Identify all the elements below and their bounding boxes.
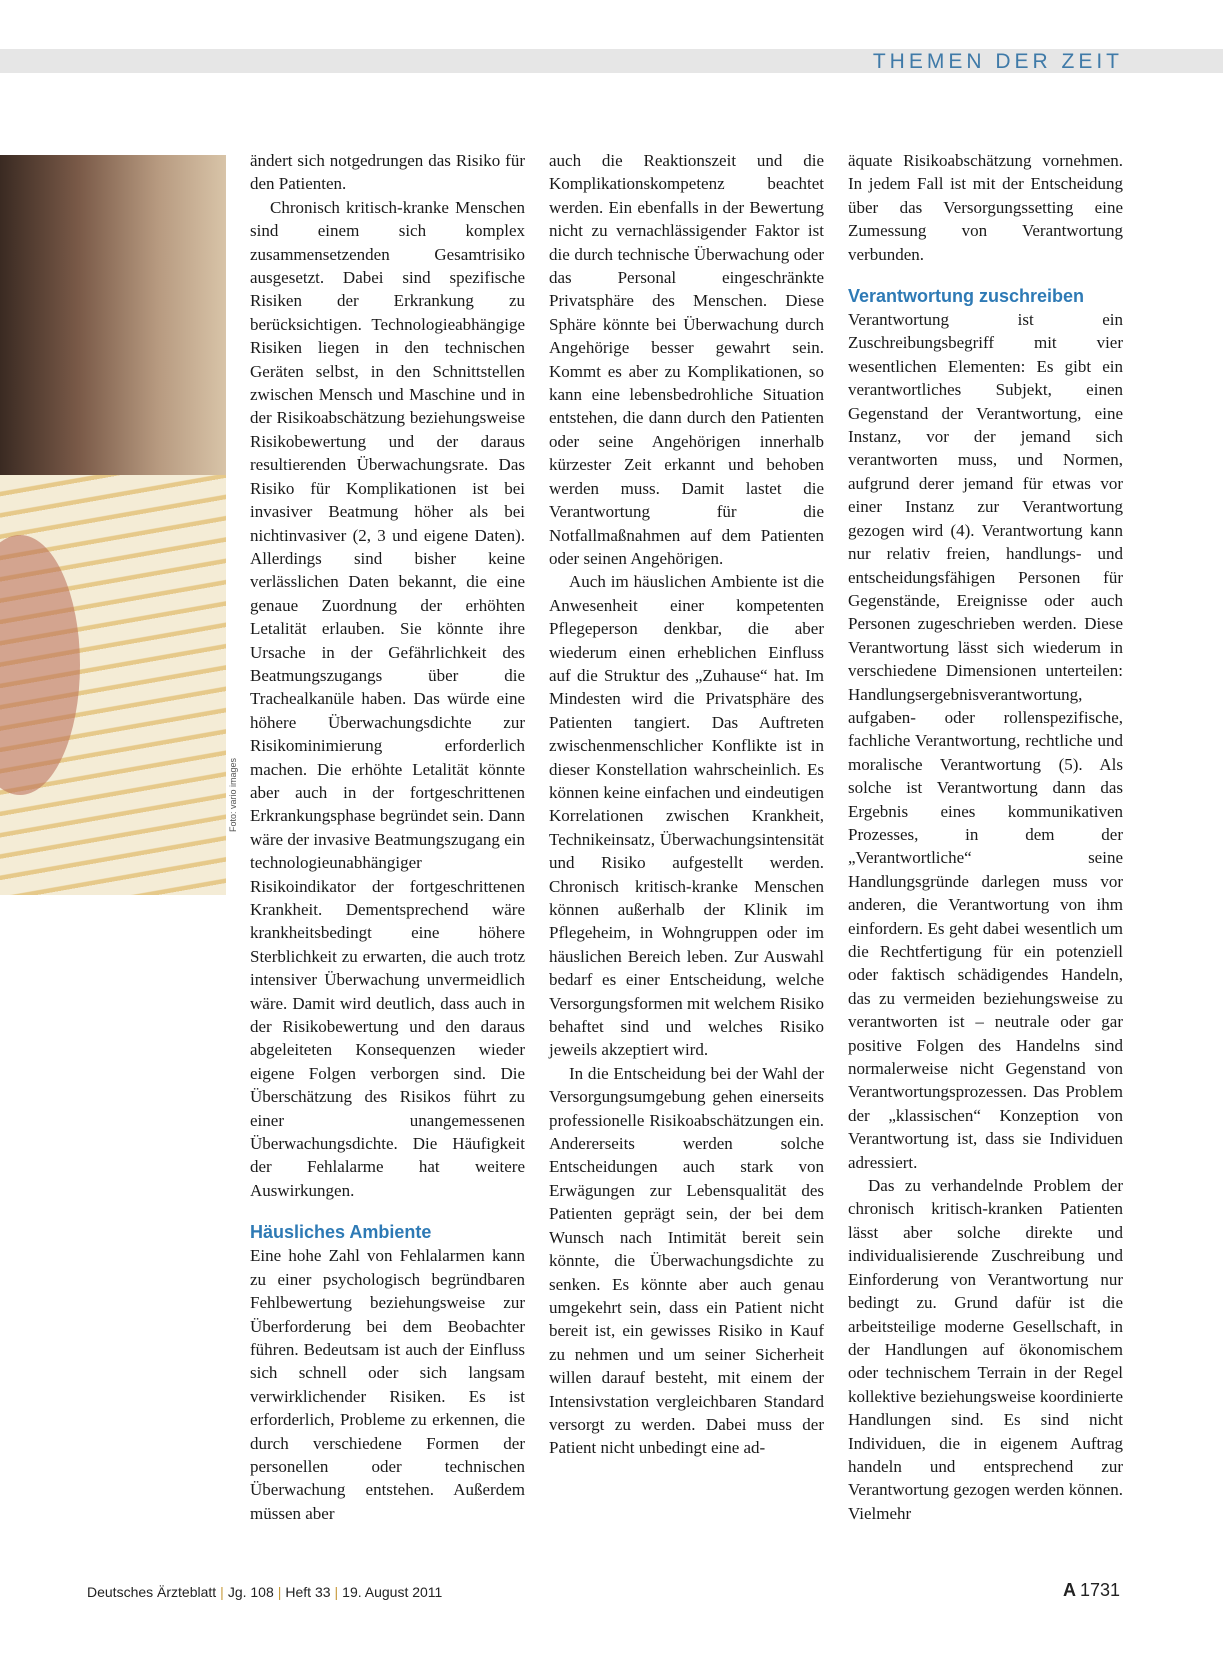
page-number-value: 1731 <box>1079 1580 1120 1600</box>
paragraph: Auch im häuslichen Ambiente ist die Anwesenheit einer kompetenten Pflegeperson denkbar, die aber wiederum einen erheblichen Einfluss auf die Struktur des „Zuhause“ hat. Im Mindesten wird die Privatsphäre des Patienten tangiert. Das Auftreten zwischenmenschlicher Konflikte ist in dieser Konstellation wahrscheinlich. Es können keine einfachen und eindeutigen Korrelationen zwischen Krankheit, Technikeinsatz, Überwachungsintensität und Risiko aufgestellt werden. Chronisch kritisch-kranke Menschen können außerhalb der Klinik im Pflegeheim, in Wohngruppen oder im häuslichen Bereich leben. Zur Auswahl bedarf es einer Entscheidung, welche Versorgungsformen mit welchem Risiko behaftet sind und welches Risiko jeweils akzeptiert wird. <box>549 572 824 1060</box>
separator: | <box>220 1584 224 1600</box>
separator: | <box>277 1584 282 1600</box>
separator: | <box>334 1584 339 1600</box>
text-column-3 <box>848 149 1123 1525</box>
paragraph: Chronisch kritisch-kranke Menschen sind einem sich komplex zusammensetzenden Gesamtrisiko ausgesetzt. Dabei sind spezifische Risiken der Erkrankung zu berücksichtigen. Technologieabhängige Risiken liegen in den technischen Geräten selbst, in den Schnittstellen zwischen Mensch und Maschine und in der Risikoabschätzung beziehungsweise Risikobewertung und der daraus resultierenden Überwachungsrate. Das Risiko für Komplikationen ist bei invasiver Beatmung höher als bei nichtinvasiver (2, 3 und eigene Daten). Allerdings sind bisher keine verlässlichen Daten bekannt, die eine genaue Zuordnung der erhöhten Letalität erlauben. Sie könnte ihre Ursache in der Gefährlichkeit des Beatmungszugangs über die Trachealkanüle haben. Das würde eine höhere Überwachungsdichte zur Risikominimierung erforderlich machen. Die erhöhte Letalität könnte aber auch in der fortgeschrittenen Erkrankungsphase begründet sein. Dann wäre der invasive Beatmungszugang ein technologieunabhängiger Risikoindikator der fortgeschrittenen Krankheit. Dementsprechend wäre krankheitsbedingt eine höhere Sterblichkeit zu erwarten, die auch trotz intensiver Überwachung unvermeidlich wäre. Damit wird deutlich, dass auch in der Risikobewertung und den daraus abgeleiteten Konsequenzen wieder eigene Folgen verborgen sind. Die Überschätzung des Risikos führt zu einer unangemessenen Überwachungsdichte. Die Häufigkeit der Fehlalarme hat weitere Auswirkungen. <box>250 197 525 1200</box>
paragraph: Das zu verhandelnde Problem der chronisch kritisch-kranken Patienten lässt aber solche direkte und individualisierende Zuschreibung und Einforderung von Verantwortung nur bedingt zu. Grund dafür ist die arbeitsteilige moderne Gesellschaft, in der Handlungen auf ökonomischem oder technischem Terrain in der Regel kollektive beziehungsweise koordinierte Handlungen sind. Es sind nicht Individuen, die in eigenem Auftrag handeln und entsprechend zur Verantwortung gezogen werden können. Vielmehr <box>848 1176 1123 1523</box>
article-photo <box>0 155 226 895</box>
paragraph: In die Entscheidung bei der Wahl der Versorgungsumgebung gehen einerseits professionelle Risikoabschätzungen ein. Andererseits werden solche Entscheidungen auch stark von Erwägungen zur Lebensqualität des Patienten geprägt sein, der bei dem Wunsch nach Intimität bereit sein könnte, die Überwachungsdichte zu senken. Es könnte aber auch genau umgekehrt sein, dass ein Patient nicht bereit ist, ein gewisses Risiko in Kauf zu nehmen und um seiner Sicherheit willen darauf besteht, mit einem der Intensivstation vergleichbaren Standard versorgt zu werden. Dabei muss der Patient nicht unbedingt eine ad- <box>549 1063 824 1458</box>
photo-credit: Foto: vario images <box>228 757 238 832</box>
issue-date: 19. August 2011 <box>342 1584 443 1600</box>
footer-citation <box>87 1584 442 1600</box>
text-column-1 <box>250 149 525 1525</box>
paragraph: ändert sich notgedrungen das Risiko für den Patienten. <box>250 151 525 194</box>
section-heading: Verantwortung zuschreiben <box>848 286 1085 307</box>
volume: Jg. 108 <box>227 1584 274 1600</box>
photo-background <box>0 155 226 515</box>
paragraph: auch die Reaktionszeit und die Komplikationskompetenz beachtet werden. Ein ebenfalls in der Bewertung nicht zu vernachlässigender Faktor ist die durch technische Überwachung oder das Personal eingeschränkte Privatsphäre des Menschen. Diese Sphäre könnte bei Überwachung durch Angehörige besser gewahrt sein. Kommt es aber zu Komplikationen, so kann eine lebensbedrohliche Situation entstehen, die dann durch den Patienten oder seine Angehörigen innerhalb kürzester Zeit erkannt und behoben werden muss. Damit lastet die Verantwortung für die Notfallmaßnahmen auf dem Patienten oder seinen Angehörigen. <box>549 151 824 568</box>
paragraph: Eine hohe Zahl von Fehlalarmen kann zu einer psychologisch begründbaren Fehlbewertung beziehungsweise zur Überforderung bei dem Beobachter führen. Bedeutsam ist auch der Einfluss sich schnell oder sich langsam verwirklichender Risiken. Es ist erforderlich, Probleme zu erkennen, die durch verschiedene Formen der personellen oder technischen Überwachung entstehen. Außerdem müssen aber <box>250 1246 525 1523</box>
journal-name: Deutsches Ärzteblatt <box>87 1584 217 1600</box>
page-number <box>1063 1580 1120 1601</box>
paragraph: Verantwortung ist ein Zuschreibungsbegriff mit vier wesentlichen Elementen: Es gibt ein verantwortliches Subjekt, einen Gegenstand der Verantwortung, eine Instanz, vor der jemand sich verantworten muss, und Normen, aufgrund derer jemand für etwas vor einer Instanz zur Verantwortung gezogen wird (4). Verantwortung kann nur relativ freien, handlungs- und entscheidungsfähigen Personen für Gegenstände, Ereignisse oder auch Personen zugeschrieben werden. Diese Verantwortung lässt sich wiederum in verschiedene Dimensionen unterteilen: Handlungsergebnisverantwortung, aufgaben- oder rollenspezifische, fachliche Verantwortung, rechtliche und moralische Verantwortung (5). Als solche ist Verantwortung dann das Ergebnis eines kommunikativen Prozesses, in dem der „Verantwortliche“ seine Handlungsgründe darlegen muss vor anderen, die Verantwortung von ihm einfordern. Es geht dabei wesentlich um die Rechtfertigung für ein potenziell oder faktisch schädigendes Handeln, das zu vermeiden beziehungsweise zu verantworten ist – neutrale oder gar positive Folgen des Handelns sind normalerweise nicht Gegenstand von Verantwortungsprozessen. Das Problem der „klassischen“ Konzeption von Verantwortung ist, dass sie Individuen adressiert. <box>848 310 1123 1172</box>
text-column-2 <box>549 149 824 1460</box>
section-label: THEMEN DER ZEIT <box>872 50 1123 73</box>
issue: Heft 33 <box>285 1584 331 1600</box>
page-prefix: A <box>1062 1580 1076 1600</box>
paragraph: äquate Risikoabschätzung vornehmen. In jedem Fall ist mit der Entscheidung über das Versorgungssetting eine Zumessung von Verantwortung verbunden. <box>848 151 1123 264</box>
section-heading: Häusliches Ambiente <box>250 1222 432 1243</box>
